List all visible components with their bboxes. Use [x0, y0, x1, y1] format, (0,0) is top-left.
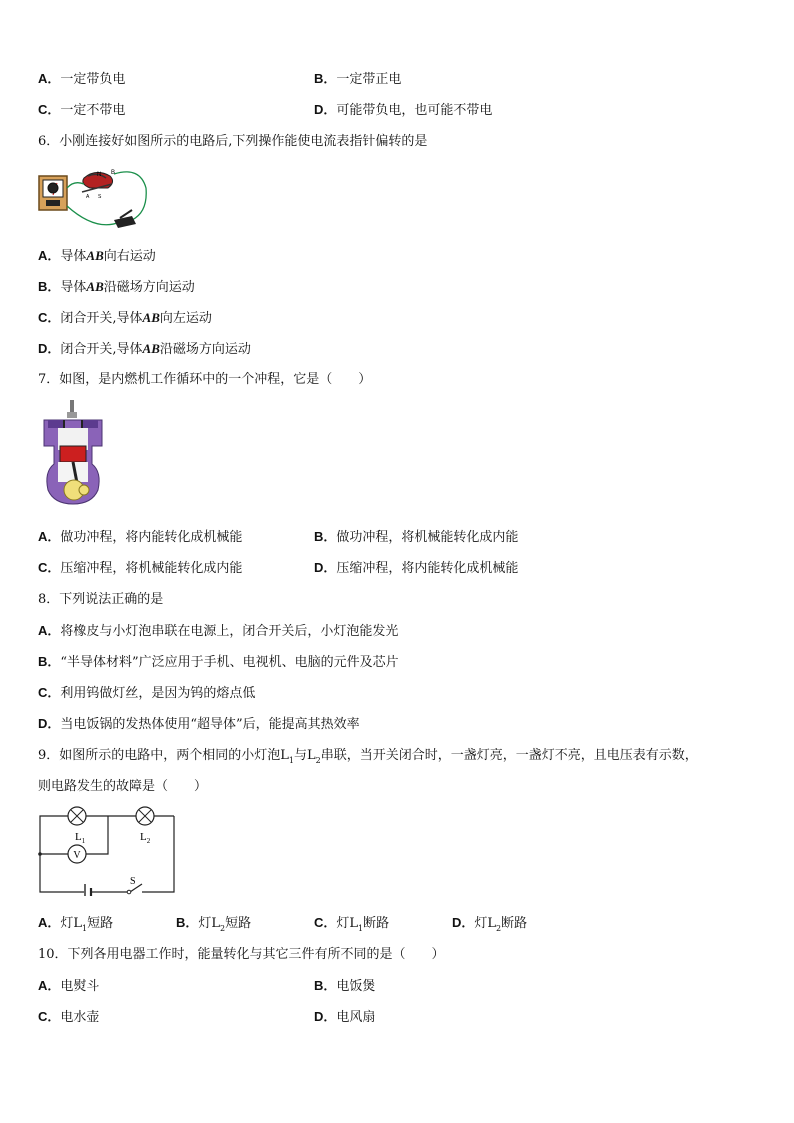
piston-icon [60, 446, 86, 462]
svg-text:N: N [97, 172, 102, 178]
q10-option-c: C．电水壶 [38, 1009, 100, 1025]
q5-option-d: D．可能带负电，也可能不带电 [314, 102, 493, 118]
switch-label: S [130, 876, 136, 887]
lamp-l2-icon [136, 807, 154, 825]
q7-option-a: A．做功冲程，将内能转化成机械能 [38, 529, 243, 545]
q5-option-a: A．一定带负电 [38, 71, 126, 87]
q6-induction-circuit-figure [36, 162, 151, 232]
q9-option-d: D．灯$L_2$断路 [452, 915, 528, 933]
q8-option-b: B．“半导体材料”广泛应用于手机、电视机、电脑的元件及芯片 [38, 654, 399, 670]
q10-option-d: D．电风扇 [314, 1009, 376, 1025]
q9-stem: 9．如图所示的电路中，两个相同的小灯泡$L_1$与$L_2$串联，当开关闭合时，一盏灯亮，一盏灯不亮，且电压表有示数， [38, 748, 698, 765]
q9-option-c: C．灯$L_1$断路 [314, 915, 390, 933]
lamp-l1-icon [68, 807, 86, 825]
q10-stem: 10．下列各用电器工作时，能量转化与其它三件有所不同的是（ ） [38, 947, 445, 962]
q8-option-d: D．当电饭锅的发热体使用“超导体”后，能提高其热效率 [38, 716, 360, 732]
wire [67, 183, 84, 188]
q7-option-d: D．压缩冲程，将内能转化成机械能 [314, 560, 519, 576]
q6-option-d: D．闭合开关,导体AB沿磁场方向运动 [38, 341, 251, 357]
spark-plug-icon [70, 400, 74, 414]
q8-option-c: C．利用钨做灯丝，是因为钨的熔点低 [38, 685, 256, 701]
svg-text:A: A [86, 194, 90, 200]
svg-text:B: B [111, 170, 116, 176]
q8-option-a: A．将橡皮与小灯泡串联在电源上，闭合开关后，小灯泡能发光 [38, 623, 399, 639]
q5-option-c: C．一定不带电 [38, 102, 126, 118]
q9-series-circuit-figure [36, 804, 178, 896]
q7-engine-cylinder-figure [38, 398, 108, 508]
q6-option-b: B．导体AB沿磁场方向运动 [38, 279, 195, 295]
q7-option-b: B．做功冲程，将机械能转化成内能 [314, 529, 519, 545]
switch-icon [114, 216, 136, 228]
q9-option-a: A．灯$L_1$短路 [38, 915, 114, 933]
voltmeter-label: V [73, 850, 81, 861]
svg-text:S: S [98, 194, 102, 200]
l2-label: $L_2$ [140, 831, 151, 845]
q10-option-b: B．电饭煲 [314, 978, 376, 994]
q6-option-c: C．闭合开关,导体AB向左运动 [38, 310, 212, 326]
q6-option-a: A．导体AB向右运动 [38, 248, 156, 264]
wire [40, 816, 68, 854]
q10-option-a: A．电熨斗 [38, 978, 100, 994]
voltmeter-icon [68, 845, 86, 863]
q7-stem: 7．如图，是内燃机工作循环中的一个冲程，它是（ ） [38, 372, 372, 387]
q5-option-b: B．一定带正电 [314, 71, 402, 87]
q7-option-c: C．压缩冲程，将机械能转化成内能 [38, 560, 243, 576]
q9-stem-line2: 则电路发生的故障是（ ） [38, 779, 208, 794]
l1-label: $L_1$ [75, 831, 86, 845]
q8-stem: 8．下列说法正确的是 [38, 592, 164, 607]
q9-option-b: B．灯$L_2$短路 [176, 915, 252, 933]
q6-stem: 6．小刚连接好如图所示的电路后,下列操作能使电流表指针偏转的是 [38, 134, 428, 149]
battery-icon [85, 884, 91, 896]
